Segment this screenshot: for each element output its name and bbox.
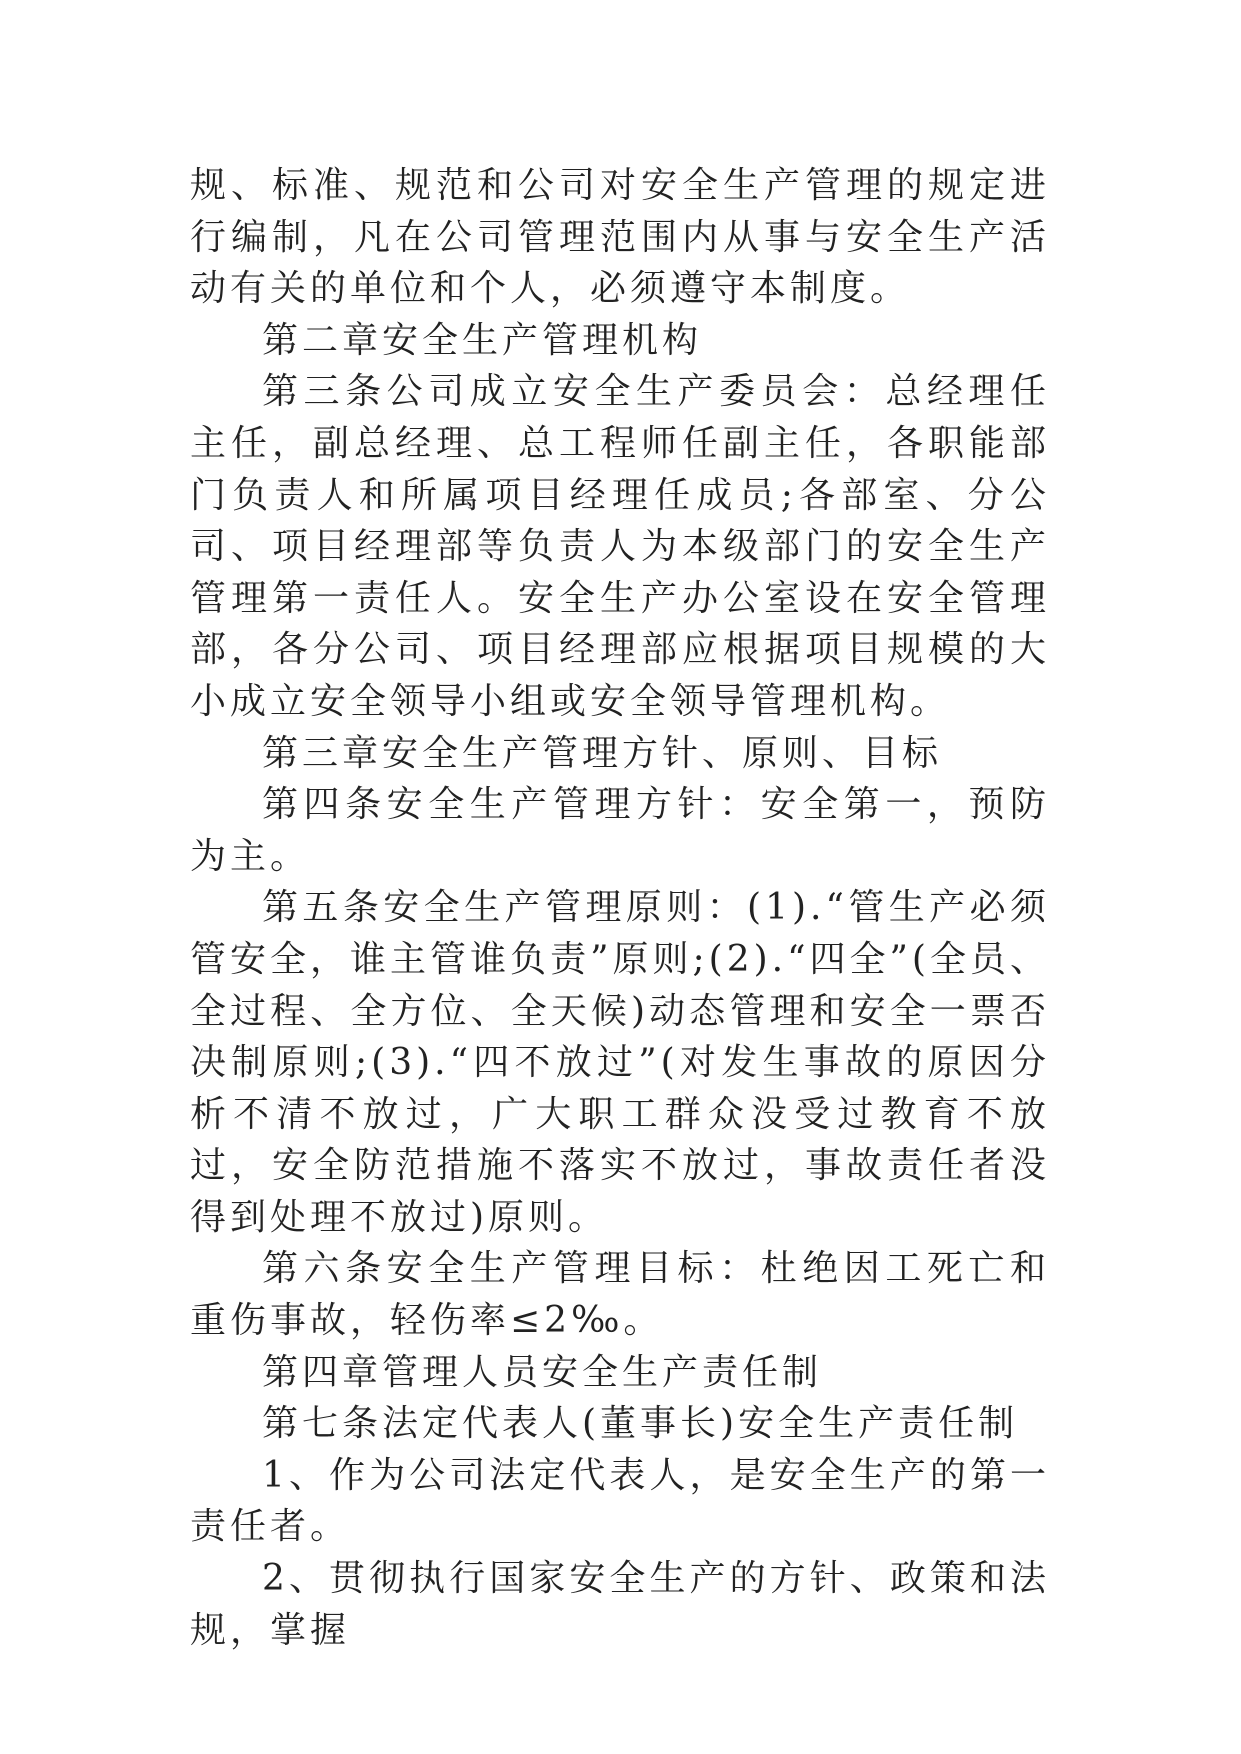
list-item-1: 1、作为公司法定代表人，是安全生产的第一责任者。: [190, 1454, 1050, 1548]
paragraph-continuation: 规、标准、规范和公司对安全生产管理的规定进行编制，凡在公司管理范围内从事与安全生产活动有关的单位和个人，必须遵守本制度。: [190, 165, 1050, 310]
document-body: [190, 160, 1050, 1656]
chapter-heading-3: 第三章安全生产管理方针、原则、目标: [262, 732, 943, 774]
chapter-heading-2: 第二章安全生产管理机构: [262, 319, 703, 361]
article-7: 第七条法定代表人(董事长)安全生产责任制: [262, 1403, 1019, 1445]
article-6: 第六条安全生产管理目标：杜绝因工死亡和重伤事故，轻伤率≤2‰。: [190, 1248, 1050, 1342]
list-item-2: 2、贯彻执行国家安全生产的方针、政策和法规，掌握: [190, 1558, 1050, 1651]
article-4: 第四条安全生产管理方针：安全第一，预防为主。: [190, 784, 1050, 877]
article-3: 第三条公司成立安全生产委员会：总经理任主任，副总经理、总工程师任副主任，各职能部门负责人和所属项目经理任成员;各部室、分公司、项目经理部等负责人为本级部门的安全生产管理第一责任人。安全生产办公室设在安全管理部，各分公司、项目经理部应根据项目规模的大小成立安全领导小组或安全领导管理机构。: [190, 371, 1050, 722]
chapter-heading-4: 第四章管理人员安全生产责任制: [262, 1351, 823, 1393]
article-5: 第五条安全生产管理原则：(1).“管生产必须管安全，谁主管谁负责”原则;(2).“四全”(全员、全过程、全方位、全天候)动态管理和安全一票否决制原则;(3).“四不放过”(对发生事故的原因分析不清不放过，广大职工群众没受过教育不放过，安全防范措施不落实不放过，事故责任者没得到处理不放过)原则。: [190, 887, 1050, 1238]
